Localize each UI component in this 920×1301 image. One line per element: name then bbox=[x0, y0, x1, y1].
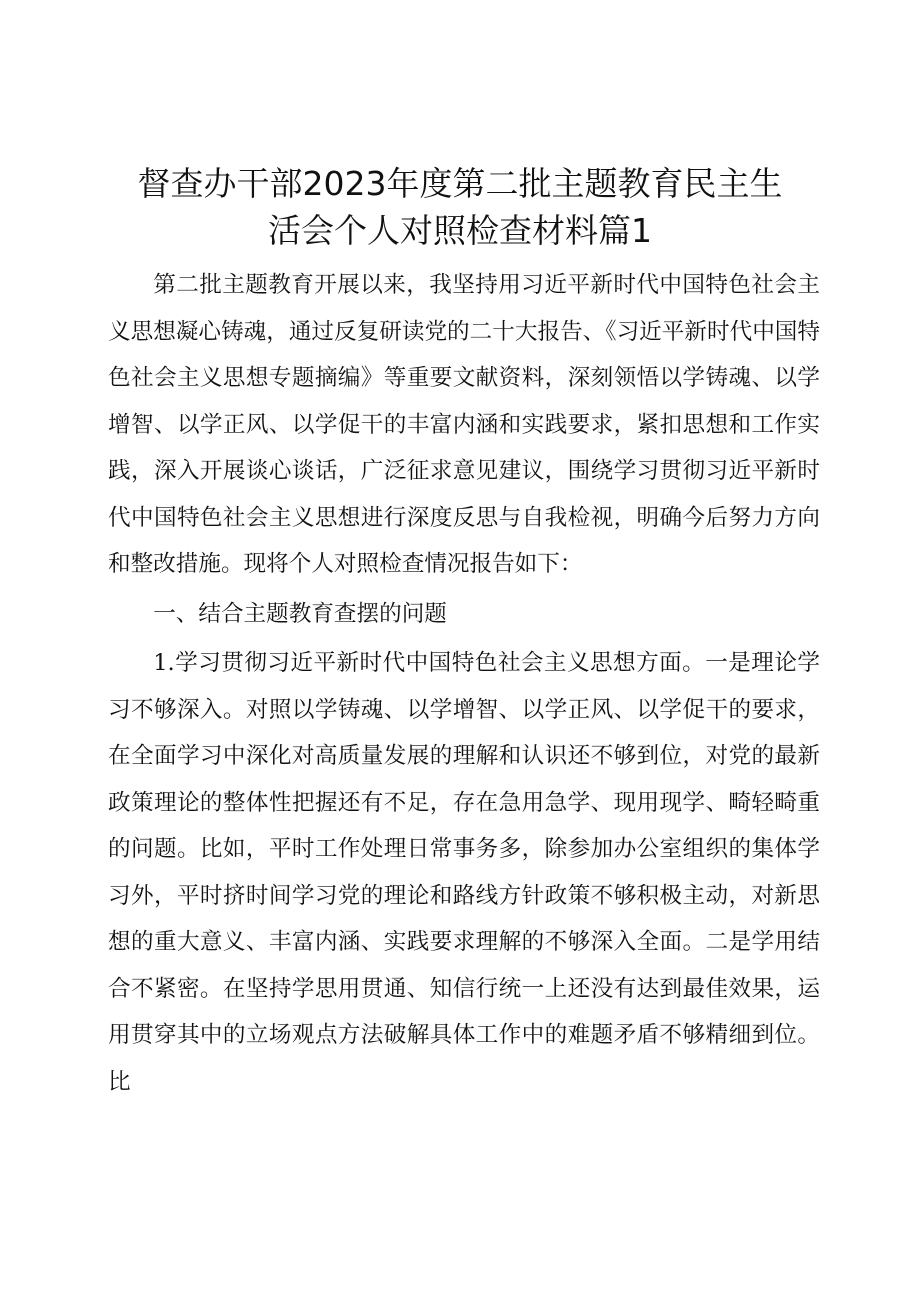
document-body bbox=[108, 262, 820, 1105]
section-paragraph: 1.学习贯彻习近平新时代中国特色社会主义思想方面。一是理论学习不够深入。对照以学铸魂、以学增智、以学正风、以学促干的要求，在全面学习中深化对高质量发展的理解和认识还不够到位，对党的最新政策理论的整体性把握还有不足，存在急用急学、现用现学、畸轻畸重的问题。比如，平时工作处理日常事务多，除参加办公室组织的集体学习外，平时挤时间学习党的理论和路线方针政策不够积极主动，对新思想的重大意义、丰富内涵、实践要求理解的不够深入全面。二是学用结合不紧密。在坚持学思用贯通、知信行统一上还没有达到最佳效果，运用贯穿其中的立场观点方法破解具体工作中的难题矛盾不够精细到位。比 bbox=[108, 650, 820, 1095]
document-title bbox=[80, 160, 840, 254]
title-line-2: 活会个人对照检查材料篇1 bbox=[268, 211, 652, 250]
intro-paragraph: 第二批主题教育开展以来，我坚持用习近平新时代中国特色社会主义思想凝心铸魂，通过反复研读党的二十大报告、《习近平新时代中国特色社会主义思想专题摘编》等重要文献资料，深刻领悟以学铸魂、以学增智、以学正风、以学促干的丰富内涵和实践要求，紧扣思想和工作实践，深入开展谈心谈话，广泛征求意见建议，围绕学习贯彻习近平新时代中国特色社会主义思想进行深度反思与自我检视，明确今后努力方向和整改措施。现将个人对照检查情况报告如下： bbox=[108, 272, 820, 577]
section-heading: 一、结合主题教育查摆的问题 bbox=[153, 600, 447, 627]
title-line-1: 督查办干部2023年度第二批主题教育民主生 bbox=[137, 164, 783, 203]
